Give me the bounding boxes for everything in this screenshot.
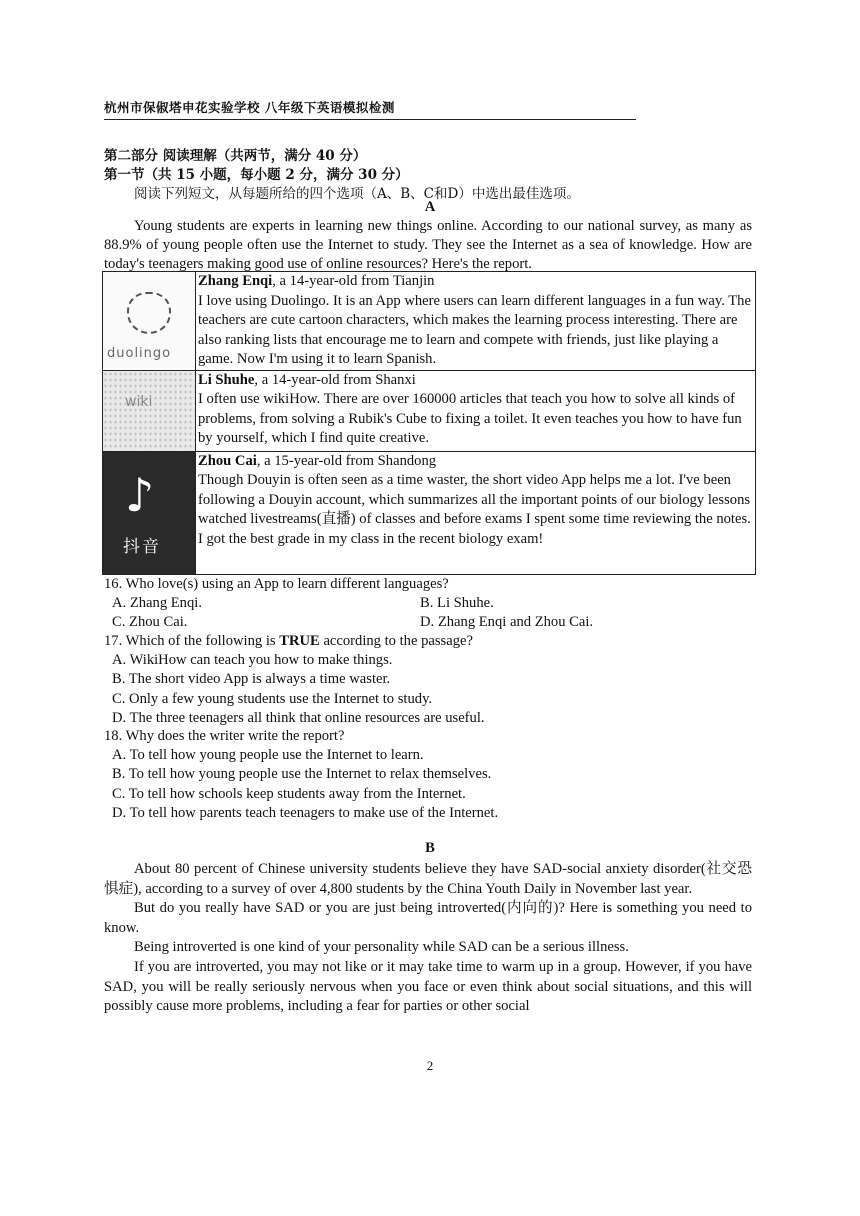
- section-subpart-title: 第一节（共 15 小题，每小题 2 分，满分 30 分）: [104, 167, 409, 183]
- question-stem: 16. Who love(s) using an App to learn different languages?: [104, 576, 449, 592]
- music-note-icon: ♪: [125, 467, 155, 522]
- profile-name: Zhou Cai: [198, 452, 257, 469]
- profile-text: I often use wikiHow. There are over 160000 articles that teach you how to solve all kinds of problems, from solving a Rubik's Cube to fixing a toilet. It even teaches you how to have fun by yourself, which I find quite creative.: [198, 391, 742, 446]
- profile-info: , a 14-year-old from Tianjin: [272, 273, 435, 289]
- duolingo-logo-text: duolingo: [107, 346, 172, 361]
- owl-shape: [127, 292, 171, 334]
- passage-b-paragraph: Being introverted is one kind of your personality while SAD can be a serious illness.: [134, 939, 629, 956]
- section-instruction: 阅读下列短文，从每题所给的四个选项（A、B、C和D）中选出最佳选项。: [134, 186, 580, 202]
- option-b: B. The short video App is always a time waster.: [112, 671, 391, 688]
- profile-info: , a 14-year-old from Shanxi: [254, 371, 416, 388]
- question-stem: 18. Why does the writer write the report?: [104, 728, 345, 744]
- passage-b-letter: B: [425, 840, 435, 856]
- question-16: [104, 575, 754, 633]
- page-number: 2: [426, 1058, 434, 1073]
- profile-text-cell: [196, 272, 756, 371]
- profile-row-zhou: [103, 451, 756, 574]
- option-c: C. To tell how schools keep students away from the Internet.: [112, 785, 466, 802]
- option-c: C. Zhou Cai.: [112, 614, 188, 631]
- question-17: [104, 632, 754, 728]
- profile-logo-cell: [103, 272, 196, 371]
- profiles-table: [102, 271, 756, 575]
- wikihow-logo-icon: [103, 371, 195, 451]
- option-b: B. Li Shuhe.: [420, 595, 494, 612]
- profile-row-zhang: [103, 272, 756, 371]
- section-part-title: 第二部分 阅读理解（共两节，满分 40 分）: [104, 148, 367, 164]
- wikihow-logo-text: wiki: [125, 393, 153, 410]
- option-d: D. To tell how parents teach teenagers to make use of the Internet.: [112, 804, 499, 821]
- question-options: [112, 594, 754, 632]
- passage-b-paragraph: About 80 percent of Chinese university students believe they have SAD-social anxiety disorder(社交恐惧症), according to a survey of over 4,800 students by the China Youth Daily in November last year.: [104, 861, 752, 897]
- profile-text: I love using Duolingo. It is an App where users can learn different languages in a fun way. The teachers are cute cartoon characters, which makes the learning process interesting. There are also ranking lists that encourage me to learn and compete with friends, just like playing a game. Now I'm using it to learn Spanish.: [198, 292, 751, 367]
- duolingo-logo-icon: [103, 272, 195, 368]
- page-header: 杭州市保俶塔申花实验学校 八年级下英语模拟检测: [104, 98, 636, 120]
- question-stem-post: according to the passage?: [319, 633, 473, 649]
- profile-logo-cell: [103, 370, 196, 451]
- question-18: [104, 727, 754, 823]
- douyin-logo-text: 抖音: [123, 536, 161, 557]
- profile-name: Li Shuhe: [198, 371, 255, 388]
- douyin-logo-icon: [103, 452, 195, 574]
- passage-a-letter: A: [424, 199, 436, 215]
- question-stem-emphasis: TRUE: [279, 633, 320, 649]
- passage-b: [104, 860, 752, 1017]
- profile-logo-cell: [103, 451, 196, 574]
- passage-b-paragraph: But do you really have SAD or you are just being introverted(内向的)? Here is something you need to know.: [104, 900, 752, 936]
- profile-info: , a 15-year-old from Shandong: [256, 452, 437, 469]
- passage-a-intro-text: Young students are experts in learning new things online. According to our national survey, as many as 88.9% of young people often use the Internet to study. They see the Internet as a sea of knowledge. How are today's teenagers making good use of online resources? Here's the report.: [104, 218, 752, 272]
- option-d: D. The three teenagers all think that online resources are useful.: [112, 709, 485, 726]
- option-a: A. Zhang Enqi.: [112, 595, 202, 612]
- question-stem-pre: 17. Which of the following is: [104, 633, 280, 649]
- option-d: D. Zhang Enqi and Zhou Cai.: [420, 614, 594, 631]
- question-stem: [104, 632, 754, 651]
- option-a: A. To tell how young people use the Internet to learn.: [112, 747, 424, 764]
- option-c: C. Only a few young students use the Internet to study.: [112, 690, 433, 707]
- profile-text-cell: [196, 370, 756, 451]
- passage-b-paragraph: If you are introverted, you may not like or it may take time to warm up in a group. However, if you have SAD, you will be really seriously nervous when you face or even think about social situations, and this will possibly cause more problems, including a fear for parties or other social: [104, 958, 752, 1015]
- profile-text: Though Douyin is often seen as a time waster, the short video App helps me a lot. I've been following a Douyin account, which summarizes all the important points of our biology lessons watched livestreams(直播) of classes and before exams I spent some time reviewing the notes. I got the best grade in my class in the recent biology exam!: [198, 472, 751, 547]
- profile-row-li: [103, 370, 756, 451]
- option-a: A. WikiHow can teach you how to make things.: [112, 652, 393, 669]
- option-b: B. To tell how young people use the Internet to relax themselves.: [112, 766, 492, 783]
- passage-a-intro: [104, 217, 752, 274]
- profile-name: Zhang Enqi: [198, 273, 273, 289]
- profile-text-cell: [196, 451, 756, 574]
